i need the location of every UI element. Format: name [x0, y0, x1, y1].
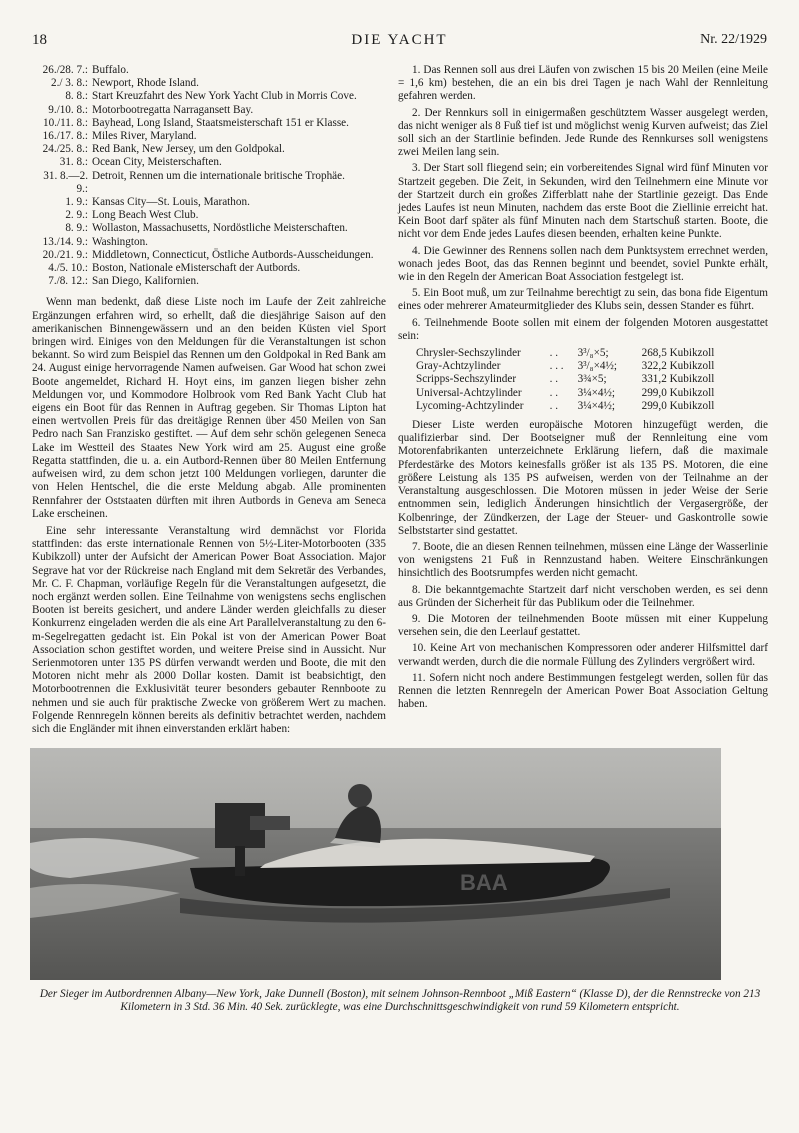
schedule-event: Start Kreuzfahrt des New York Yacht Club in Morris Cove.	[92, 90, 357, 103]
engine-bore-stroke: 3³/₈×5;	[577, 347, 609, 360]
race-rules-part-1	[398, 64, 768, 343]
schedule-date: 7./8. 12.:	[48, 275, 88, 288]
motor-shaft	[235, 846, 245, 876]
engine-name: Chrysler-Sechszylinder	[416, 347, 521, 360]
schedule-date: 2. 9.:	[65, 209, 88, 222]
photo-caption: Der Sieger im Autbordrennen Albany—New York, Jake Dunnell (Boston), mit seinem Johnson-Rennboot „Miß Eastern“ (Klasse D), der die Rennstrecke von 213 Kilometern in 3 Std. 36 Min. 40 Sek. zurücklegte, was eine Durchschnittsgeschwindigkeit von rund 59 Kilometern entspricht.	[39, 988, 761, 1013]
article-paragraph: Eine sehr interessante Veranstaltung wird demnächst vor Florida stattfinden: das erste internationale Rennen von 5½-Liter-Motorbooten (335 Kubikzoll) unter der Aufsicht der American Power Boat Association. Major Segrave hat vor der Rückreise nach England mit dem Sekretär des Verbandes, Mr. C. F. Chapman, vorläufige Regeln für die Veranstaltungen aufgesetzt, die noch ergänzt werden sollen. Eine Teilnahme von wenigstens sechs englischen Booten ist bereits gesichert, und andere Länder werden gleichfalls zu dieser Konkurrenz eingeladen werden die als eine Art Parallelveranstaltung zu den 6-m-Segelregatten gedacht ist. Ein Pokal ist von der American Power Boat Association schon gestiftet worden, und weitere Preise sind in Aussicht. Nur Serienmotoren unter 135 PS dürfen verwandt werden und Boote, die mit den Motoren nicht mehr als 2000 Dollar kosten. Damit ist beabsichtigt, den Motorbootrennen die Exklusivität teurer besonders gebauter Rennboote zu nehmen und sie auch für praktische Zwecke von größerem Wert zu machen. Folgende Rennregeln können bereits als definitiv betrachtet werden, nachdem sich die Engländer mit ihnen einverstanden erklärt haben:	[32, 524, 386, 735]
engine-bore-stroke: 3¼×4½;	[577, 399, 615, 412]
schedule-event: Miles River, Maryland.	[92, 130, 197, 143]
schedule-item	[32, 156, 386, 169]
page-header	[32, 32, 767, 52]
schedule-item	[32, 117, 386, 130]
right-column	[398, 64, 768, 714]
rule-paragraph: Dieser Liste werden europäische Motoren hinzugefügt werden, die qualifizierbar sind. Der Bootseigner muß der Rennleitung eine vom Motorenfabrikanten unterzeichnete Erklärung liefern, daß die maximale Pferdestärke des Motors keinesfalls größer ist als 135 PS. Motoren, die eine größere Leistung als 135 PS aufweisen, werden von der Teilnahme an der Veranstaltung ausgeschlossen. Die Motoren müssen in jeder Weise der Serie entnommen sein, lediglich Änderungen hinsichtlich der Vergasergröße, der Kolbenringe, der Zündkerzen, der Lage der Steuer- und Gaskontrolle sowie Selbststarter sind gestattet.	[398, 419, 768, 537]
engine-name: Lycoming-Achtzylinder	[416, 399, 524, 412]
schedule-date: 10./11. 8.:	[43, 116, 88, 129]
engine-dots: . .	[549, 373, 558, 386]
schedule-item	[32, 130, 386, 143]
schedule-event: Long Beach West Club.	[92, 209, 199, 222]
rule-paragraph: 11. Sofern nicht noch andere Bestimmungen festgelegt werden, sollen für das Rennen die letzten Rennregeln der American Power Boat Association Geltung haben.	[398, 671, 768, 711]
engine-bore-stroke: 3¾×5;	[577, 373, 607, 386]
schedule-event: San Diego, Kalifornien.	[92, 275, 199, 288]
engine-row	[416, 387, 732, 400]
engine-displacement: 268,5 Kubikzoll	[641, 347, 715, 360]
schedule-date: 31. 8.—2. 9.:	[43, 169, 88, 195]
schedule-item	[32, 64, 386, 77]
schedule-item	[32, 236, 386, 249]
schedule-date: 8. 8.:	[65, 90, 88, 103]
engine-row	[416, 347, 732, 360]
schedule-date: 13./14. 9.:	[42, 235, 88, 248]
race-photo	[30, 748, 721, 980]
motor-housing	[250, 816, 290, 830]
schedule-event: Middletown, Connecticut, Östliche Autbords-Ausscheidungen.	[92, 248, 374, 261]
schedule-event: Wollaston, Massachusetts, Nordöstliche Meisterschaften.	[92, 222, 348, 235]
engine-dots: . .	[549, 386, 558, 399]
schedule-item	[32, 104, 386, 117]
regatta-schedule	[32, 64, 386, 288]
race-rules-part-2	[398, 419, 768, 711]
left-column	[32, 64, 386, 740]
schedule-date: 20./21. 9.:	[42, 248, 88, 261]
page-number: 18	[32, 32, 47, 48]
schedule-event: Bayhead, Long Island, Staatsmeisterschaft 151 er Klasse.	[92, 116, 349, 129]
rule-paragraph: 5. Ein Boot muß, um zur Teilnahme berechtigt zu sein, das bona fide Eigentum eines oder mehrerer Amateurmitglieder des Klubs sein, dessen Stander es führt.	[398, 287, 768, 313]
schedule-item	[32, 249, 386, 262]
rule-paragraph: 10. Keine Art von mechanischen Kompressoren oder anderer Hilfsmittel darf verwandt werden, durch die die normale Füllung des Zylinders vergrößert wird.	[398, 642, 768, 668]
rule-paragraph: 2. Der Rennkurs soll in einigermaßen geschütztem Wasser ausgelegt werden, das nicht weniger als 8 Fuß tief ist und möglichst wenig Kurven aufweist; das Ziel soll sich an der Startlinie befinden. Jede Runde des Rennkurses soll wenigstens zwei Meilen lang sein.	[398, 106, 768, 159]
engine-displacement: 299,0 Kubikzoll	[641, 386, 715, 399]
schedule-event: Kansas City—St. Louis, Marathon.	[92, 196, 250, 209]
engine-row	[416, 373, 732, 386]
article-paragraph: Wenn man bedenkt, daß diese Liste noch im Laufe der Zeit zahlreiche Ergänzungen erfahren wird, so erhellt, daß die diesjährige Saison auf den amerikanischen Binnengewässern und an den beiden Küsten viel Sport bringen wird. Einiges von den Meldungen für die Veranstaltungen ist schon bekannt. So wird zum Beispiel das Rennen um den Goldpokal in Red Bank am 24. August einige hervorragende Namen aufweisen. Gar Wood hat schon zwei Boote angemeldet, Richard H. Hoyt eins, im ganzen liegen bisher zehn Meldungen vor, und Kommodore Holbrook vom Red Bank Yacht Club hat eigens ein Boot für das Rennen in Auftrag gegeben. Sir Thomas Lipton hat einen wertvollen Preis für das dreitägige Rennen über 450 Meilen von San Pedro nach San Franzisko gestiftet. — Auf dem sehr schön gelegenen Seneca Lake im Westteil des Staates New York wird am 25. August eine große Regatta stattfinden, die u. a. ein Autbord-Rennen über 80 Meilen Entfernung aufweisen wird, zu dem schon jetzt 100 Meldungen vorliegen, darunter die von Helen Hentschel, die die erste Meldung abgab. Alle prominenten Rennfahrer der Oststaaten dürften mit ihren Autbords in Geneva am Seneca Lake erscheinen.	[32, 296, 386, 520]
engine-bore-stroke: 3³/₈×4½;	[577, 360, 617, 373]
rule-paragraph: 3. Der Start soll fliegend sein; ein vorbereitendes Signal wird fünf Minuten vor Startzeit gegeben. Die Zeit, in Sekunden, wird den Teilnehmern eine Minute vor der Startzeit durch ein großes Zifferblatt nahe der Startlinie gezeigt. Das Ende jedes Laufes ist neun Minuten, nachdem das erste Boot die Ziellinie erreicht hat. Kein Boot darf später als fünf Minuten nach dem Startschuß starten. Boote, die nicht vor dem Ende jedes Laufes diesen beenden, erhalten keine Punkte.	[398, 162, 768, 241]
rule-paragraph: 1. Das Rennen soll aus drei Läufen von zwischen 15 bis 20 Meilen (eine Meile = 1,6 km) bestehen, die an ein bis drei Tagen je nach Wahl der Rennleitung gefahren werden.	[398, 64, 768, 103]
engine-dots: . . .	[549, 360, 564, 373]
schedule-date: 2./ 3. 8.:	[51, 77, 88, 90]
schedule-event: Red Bank, New Jersey, um den Goldpokal.	[92, 143, 285, 156]
engine-dots: . .	[549, 399, 558, 412]
engine-dots: . .	[549, 347, 558, 360]
schedule-item	[32, 196, 386, 209]
schedule-item	[32, 170, 386, 196]
schedule-item	[32, 275, 386, 288]
rule-paragraph: 7. Boote, die an diesen Rennen teilnehmen, müssen eine Länge der Wasserlinie von wenigstens 21 Fuß in Rennzustand haben. Weitere Einschränkungen hinsichtlich des Bootsrumpfes werden nicht gemacht.	[398, 540, 768, 580]
driver-head	[348, 784, 372, 808]
schedule-date: 9./10. 8.:	[48, 103, 88, 116]
schedule-date: 31. 8.:	[59, 156, 88, 169]
rule-paragraph: 4. Die Gewinner des Rennens sollen nach dem Punktsystem errechnet werden, wonach jedes Boot, das das Rennen beginnt und beendet, soviel Punkte erhält, wie in den Regeln der American Boat Association festgelegt ist.	[398, 244, 768, 284]
schedule-item	[32, 262, 386, 275]
schedule-event: Ocean City, Meisterschaften.	[92, 156, 222, 169]
engine-bore-stroke: 3¼×4½;	[577, 386, 615, 399]
engine-name: Scripps-Sechszylinder	[416, 373, 517, 386]
engine-name: Gray-Achtzylinder	[416, 360, 501, 373]
engine-displacement: 331,2 Kubikzoll	[641, 373, 715, 386]
schedule-event: Detroit, Rennen um die internationale britische Trophäe.	[92, 169, 345, 182]
rule-paragraph: 9. Die Motoren der teilnehmenden Boote müssen mit einer Kuppelung versehen sein, die den Leerlauf gestattet.	[398, 612, 768, 639]
boat-marking: BAA	[460, 870, 508, 895]
engine-table	[416, 347, 732, 413]
schedule-date: 1. 9.:	[65, 196, 88, 209]
engine-displacement: 322,2 Kubikzoll	[641, 360, 715, 373]
schedule-date: 26./28. 7.:	[42, 64, 88, 76]
schedule-date: 24./25. 8.:	[42, 143, 88, 156]
schedule-item	[32, 209, 386, 222]
left-article-text	[32, 296, 386, 736]
engine-name: Universal-Achtzylinder	[416, 386, 522, 399]
schedule-item	[32, 90, 386, 103]
schedule-item	[32, 143, 386, 156]
outboard-boat-image	[30, 748, 721, 980]
schedule-item	[32, 77, 386, 90]
schedule-event: Washington.	[92, 235, 148, 248]
rule-paragraph: 6. Teilnehmende Boote sollen mit einem der folgenden Motoren ausgestattet sein:	[398, 316, 768, 342]
schedule-date: 16./17. 8.:	[42, 130, 88, 143]
engine-displacement: 299,0 Kubikzoll	[641, 399, 715, 412]
schedule-event: Boston, Nationale eMisterschaft der Autbords.	[92, 262, 301, 275]
schedule-event: Motorbootregatta Narragansett Bay.	[92, 103, 254, 116]
engine-row	[416, 400, 732, 413]
schedule-event: Buffalo.	[92, 64, 129, 76]
schedule-date: 8. 9.:	[65, 222, 88, 235]
engine-row	[416, 360, 732, 373]
schedule-date: 4./5. 10.:	[48, 262, 88, 275]
schedule-event: Newport, Rhode Island.	[92, 77, 199, 90]
issue-number: Nr. 22/1929	[700, 32, 767, 47]
schedule-item	[32, 222, 386, 235]
rule-paragraph: 8. Die bekanntgemachte Startzeit darf nicht verschoben werden, es sei denn aus Gründen der Sicherheit für das Publikum oder die Teilnehmer.	[398, 583, 768, 609]
magazine-title: DIE YACHT	[351, 32, 448, 48]
